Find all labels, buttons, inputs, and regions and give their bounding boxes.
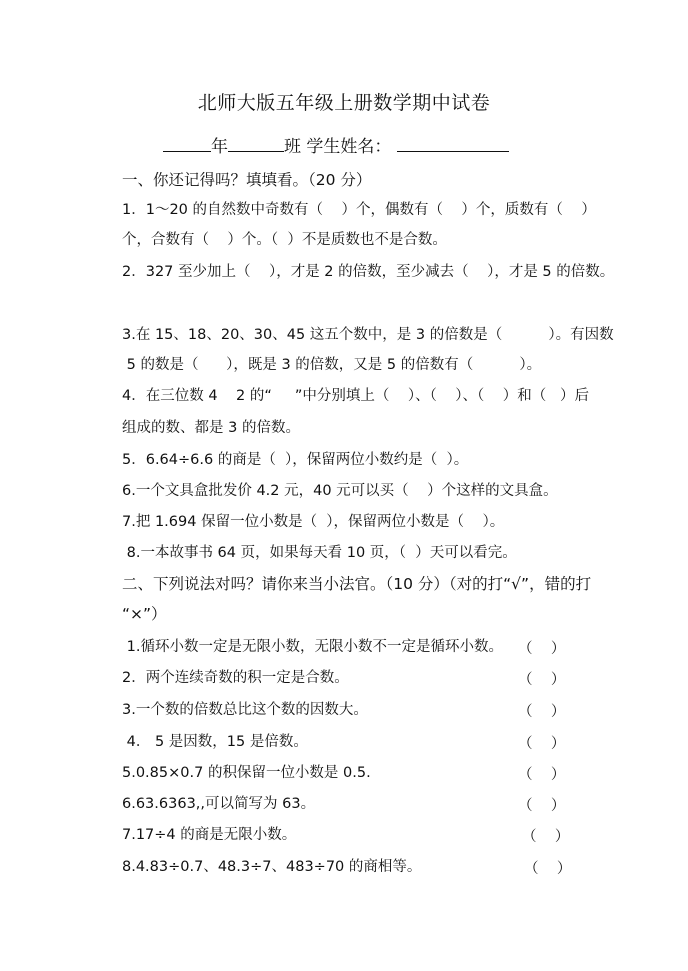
section-2-heading-line-1: 二、下列说法对吗？请你来当小法官。（10 分）（对的打“√”，错的打: [122, 575, 592, 593]
page-title: 北师大版五年级上册数学期中试卷: [197, 92, 491, 114]
answer-paren-5[interactable]: （ ）: [518, 767, 566, 783]
judge-item-1: 1.循环小数一定是无限小数，无限小数不一定是循环小数。: [122, 639, 503, 655]
answer-paren-2[interactable]: （ ）: [518, 672, 566, 688]
answer-paren-3[interactable]: （ ）: [518, 704, 566, 720]
question-6: 6.一个文具盒批发价 4.2 元，40 元可以买（ ）个这样的文具盒。: [122, 483, 558, 499]
question-5: 5．6.64÷6.6 的商是（ ），保留两位小数约是（ ）。: [122, 452, 469, 468]
judge-item-6: 6.63.6363,,可以简写为 63。: [122, 796, 316, 812]
student-info-line: [163, 132, 509, 157]
answer-paren-7[interactable]: （ ）: [522, 829, 570, 845]
answer-paren-4[interactable]: （ ）: [518, 736, 566, 752]
answer-paren-8[interactable]: （ ）: [524, 861, 572, 877]
judge-item-5: 5.0.85×0.7 的积保留一位小数是 0.5.: [122, 765, 371, 781]
question-7: 7.把 1.694 保留一位小数是（ ），保留两位小数是（ ）。: [122, 514, 505, 530]
question-4-line-2: 组成的数、都是 3 的倍数。: [122, 420, 300, 436]
judge-item-8: 8.4.83÷0.7、48.3÷7、483÷70 的商相等。: [122, 859, 422, 875]
section-1-heading: 一、你还记得吗？填填看。（20 分）: [122, 171, 372, 189]
question-3-line-2: 5 的数是（ ），既是 3 的倍数，又是 5 的倍数有（ ）。: [122, 357, 542, 373]
judge-item-2: 2．两个连续奇数的积一定是合数。: [122, 670, 349, 686]
question-2: 2．327 至少加上（ ），才是 2 的倍数，至少减去（ ），才是 5 的倍数。: [122, 264, 615, 280]
grade-blank[interactable]: [163, 135, 211, 152]
answer-paren-1[interactable]: （ ）: [518, 641, 566, 657]
class-blank[interactable]: [228, 135, 284, 152]
student-name-label: 学生姓名：: [301, 137, 392, 157]
question-1-line-2: 个，合数有（ ）个。（ ）不是质数也不是合数。: [122, 232, 447, 248]
judge-item-4: 4． 5 是因数，15 是倍数。: [122, 734, 308, 750]
answer-paren-6[interactable]: （ ）: [518, 798, 566, 814]
student-name-blank[interactable]: [397, 135, 509, 152]
section-2-heading-line-2: “×”）: [122, 605, 167, 623]
question-3-line-1: 3.在 15、18、20、30、45 这五个数中，是 3 的倍数是（ ）。有因数: [122, 327, 614, 343]
grade-label: 年: [211, 137, 228, 157]
question-4-line-1: 4．在三位数 4 2 的“ ”中分别填上（ ）、（ ）、（ ）和（ ）后: [122, 388, 590, 404]
class-label: 班: [284, 137, 301, 157]
judge-item-3: 3.一个数的倍数总比这个数的因数大。: [122, 702, 368, 718]
judge-item-7: 7.17÷4 的商是无限小数。: [122, 827, 297, 843]
question-1-line-1: 1．1～20 的自然数中奇数有（ ）个，偶数有（ ）个，质数有（ ）: [122, 202, 596, 218]
question-8: 8.一本故事书 64 页，如果每天看 10 页，（ ）天可以看完。: [122, 545, 517, 561]
